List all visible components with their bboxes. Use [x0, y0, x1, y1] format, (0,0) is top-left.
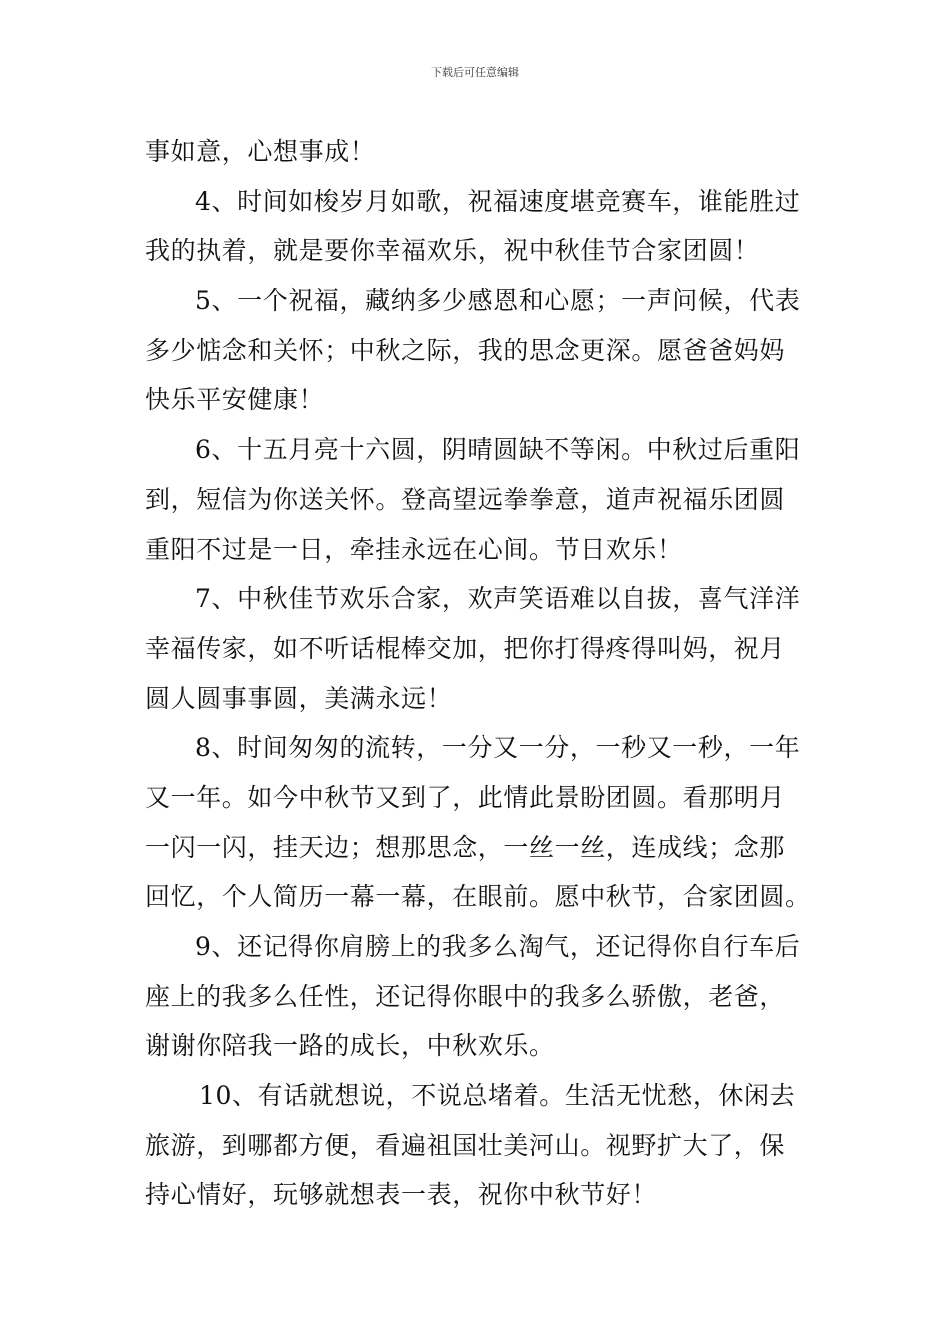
- text-line: 座上的我多么任性，还记得你眼中的我多么骄傲，老爸，: [145, 981, 786, 1011]
- document-body: [145, 127, 809, 1220]
- text-line: 我的执着，就是要你幸福欢乐，祝中秋佳节合家团圆！: [145, 236, 760, 266]
- text-line: 圆人圆事事圆，美满永远！: [145, 683, 453, 713]
- text-line: 快乐平安健康！: [145, 385, 325, 415]
- page-header-caption: 下载后可任意编辑: [431, 66, 519, 79]
- text-line: 重阳不过是一日，牵挂永远在心间。节日欢乐！: [145, 534, 683, 564]
- text-line: 谢谢你陪我一路的成长，中秋欢乐。: [145, 1031, 555, 1061]
- text-line: 到，短信为你送关怀。登高望远拳拳意，道声祝福乐团圆: [145, 484, 786, 514]
- paragraph-start-line: 7、中秋佳节欢乐合家，欢声笑语难以自拔，喜气洋洋: [195, 584, 801, 614]
- text-line: 回忆，个人简历一幕一幕，在眼前。愿中秋节，合家团圆。: [145, 882, 811, 912]
- text-line: 一闪一闪，挂天边；想那思念，一丝一丝，连成线；念那: [145, 832, 786, 862]
- paragraph-start-line: 4、时间如梭岁月如歌，祝福速度堪竞赛车，谁能胜过: [195, 186, 801, 216]
- paragraph-start-line: 9、还记得你肩膀上的我多么淘气，还记得你自行车后: [195, 932, 801, 961]
- text-line: 持心情好，玩够就想表一表，祝你中秋节好！: [145, 1180, 658, 1210]
- text-line: 旅游，到哪都方便，看遍祖国壮美河山。视野扩大了，保: [145, 1130, 786, 1160]
- text-line: 幸福传家，如不听话棍棒交加，把你打得疼得叫妈，祝月: [145, 633, 786, 663]
- paragraph-start-line: 8、时间匆匆的流转，一分又一分，一秒又一秒，一年: [195, 733, 801, 763]
- paragraph-start-line: 10、有话就想说，不说总堵着。生活无忧愁，休闲去: [199, 1081, 796, 1111]
- paragraph-start-line: 5、一个祝福，藏纳多少感恩和心愿；一声问候，代表: [195, 286, 801, 316]
- text-line: 事如意，心想事成！: [145, 137, 376, 166]
- paragraph-start-line: 6、十五月亮十六圆，阴晴圆缺不等闲。中秋过后重阳: [195, 435, 801, 465]
- text-line: 多少惦念和关怀；中秋之际，我的思念更深。愿爸爸妈妈: [145, 335, 786, 365]
- text-line: 又一年。如今中秋节又到了，此情此景盼团圆。看那明月: [145, 782, 786, 812]
